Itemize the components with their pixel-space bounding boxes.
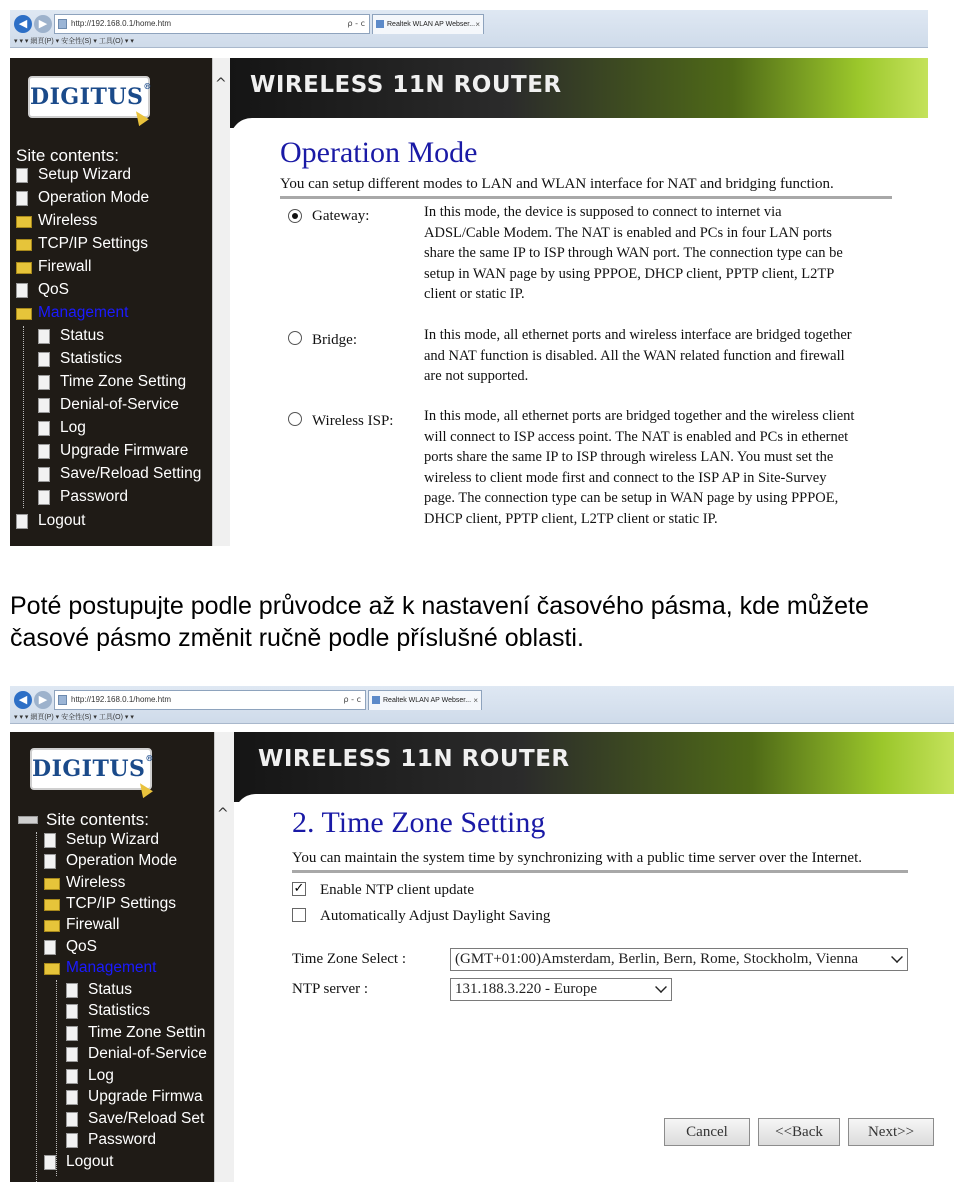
page-icon <box>58 695 67 705</box>
tree-line <box>36 832 37 1182</box>
page-icon <box>38 375 50 390</box>
sidebar-scrollbar[interactable] <box>212 58 230 546</box>
page-icon <box>38 467 50 482</box>
page-icon <box>38 444 50 459</box>
folder-icon <box>16 216 32 228</box>
page-icon <box>38 398 50 413</box>
router-page <box>10 732 954 1182</box>
page-icon <box>66 1069 78 1084</box>
scroll-up-icon[interactable]: ^ <box>217 806 229 822</box>
tab-favicon-icon <box>376 20 384 28</box>
page-icon <box>44 1155 56 1170</box>
gateway-description: In this mode, the device is supposed to connect to internet via ADSL/Cable Modem. The NAT is enabled and PCs in four LAN ports share the same IP to ISP through WAN port. The connection type can be setup in WAN page by using PPPOE, DHCP client, PPTP client, L2TP client or static IP. <box>424 204 843 302</box>
bridge-description: In this mode, all ethernet ports and wireless interface are bridged together and NAT function is disabled. All the WAN related function and firewall are not supported. <box>424 327 852 384</box>
forward-arrow-icon[interactable]: ▶ <box>34 15 52 33</box>
menu-time-zone-setting[interactable]: Time Zone Setting <box>38 373 186 391</box>
menu-firewall[interactable]: Firewall <box>16 258 91 276</box>
menu-status[interactable]: Status <box>66 981 132 999</box>
browser-tab[interactable]: Realtek WLAN AP Webser... × <box>368 690 482 710</box>
page-icon <box>38 421 50 436</box>
menu-logout[interactable]: Logout <box>44 1153 113 1171</box>
gateway-radio[interactable] <box>288 209 302 223</box>
page-icon <box>66 1004 78 1019</box>
page-description: You can maintain the system time by synchronizing with a public time server over the Internet. <box>292 850 863 866</box>
menu-save-reload-setting[interactable]: Save/Reload Set <box>66 1110 204 1128</box>
open-folder-icon <box>44 963 60 975</box>
menu-qos[interactable]: QoS <box>44 938 97 956</box>
daylight-saving-label: Automatically Adjust Daylight Saving <box>320 908 551 924</box>
browser-toolbar <box>10 686 954 724</box>
menu-denial-of-service[interactable]: Denial-of-Service <box>66 1045 207 1063</box>
page-icon <box>66 1090 78 1105</box>
menu-wireless[interactable]: Wireless <box>16 212 97 230</box>
banner-title: WIRELESS 11N ROUTER <box>250 72 562 98</box>
page-icon <box>16 191 28 206</box>
menu-password[interactable]: Password <box>66 1131 156 1149</box>
command-bar[interactable]: ▾ ▾ ▾ 網頁(P) ▾ 安全性(S) ▾ 工具(O) ▾ ▾ <box>14 714 134 721</box>
instruction-caption: Poté postupujte podle průvodce až k nastavení časového pásma, kde můžete časové pásmo změnit ručně podle příslušné oblasti. <box>10 592 869 652</box>
wireless-isp-description: In this mode, all ethernet ports are bridged together and the wireless client will connect to ISP access point. The NAT is enabled and PCs in ethernet ports share the same IP to ISP through wireless LAN. You must set the wireless to client mode first and connect to the ISP AP in Site-Survey page. The connection type can be setup in WAN page by using PPPOE, DHCP client, PPTP client, L2TP client or static IP. <box>424 408 855 527</box>
page-icon <box>58 19 67 29</box>
menu-denial-of-service[interactable]: Denial-of-Service <box>38 396 179 414</box>
wireless-isp-radio[interactable] <box>288 412 302 426</box>
bridge-label: Bridge: <box>312 332 357 348</box>
page-icon <box>66 1112 78 1127</box>
folder-icon <box>44 899 60 911</box>
digitus-logo: DIGITUS® <box>30 748 152 790</box>
page-title: 2. Time Zone Setting <box>292 806 546 839</box>
folder-icon <box>44 878 60 890</box>
tab-favicon-icon <box>372 696 380 704</box>
banner-title: WIRELESS 11N ROUTER <box>258 746 570 772</box>
gateway-label: Gateway: <box>312 208 370 224</box>
menu-management[interactable]: Management <box>16 304 128 322</box>
page-icon <box>16 283 28 298</box>
tab-close-icon[interactable]: × <box>473 696 478 705</box>
menu-tcpip-settings[interactable]: TCP/IP Settings <box>16 235 148 253</box>
enable-ntp-checkbox[interactable]: ✓ <box>293 881 305 896</box>
page-icon <box>38 329 50 344</box>
digitus-logo: DIGITUS® <box>28 76 150 118</box>
sidebar <box>10 732 214 1182</box>
address-tools[interactable]: ρ - c <box>343 695 361 704</box>
ntp-server-select[interactable]: 131.188.3.220 - Europe <box>450 978 672 1001</box>
time-zone-select[interactable]: (GMT+01:00)Amsterdam, Berlin, Bern, Rome, Stockholm, Vienna <box>450 948 908 971</box>
page-icon <box>66 983 78 998</box>
header-banner <box>234 732 954 802</box>
folder-icon <box>16 239 32 251</box>
time-zone-screenshot <box>10 686 954 1182</box>
next-button[interactable]: Next>> <box>848 1118 934 1146</box>
page-icon <box>16 514 28 529</box>
chevron-down-icon <box>891 951 903 963</box>
main-content <box>234 794 954 1182</box>
time-zone-select-label: Time Zone Select : <box>292 951 407 967</box>
page-icon <box>38 490 50 505</box>
address-tools[interactable]: ρ - c <box>347 19 365 28</box>
tree-line <box>23 326 24 508</box>
menu-operation-mode[interactable]: Operation Mode <box>16 189 149 207</box>
page-icon <box>44 940 56 955</box>
site-contents-title: Site contents: <box>18 810 149 830</box>
open-folder-icon <box>16 308 32 320</box>
main-content <box>230 118 928 546</box>
sidebar <box>10 58 212 546</box>
menu-setup-wizard[interactable]: Setup Wizard <box>44 831 159 849</box>
page-icon <box>66 1047 78 1062</box>
menu-save-reload-setting[interactable]: Save/Reload Setting <box>38 465 201 483</box>
chevron-down-icon <box>655 981 667 993</box>
sidebar-scrollbar[interactable] <box>214 732 234 1182</box>
forward-arrow-icon[interactable]: ▶ <box>34 691 52 709</box>
menu-log[interactable]: Log <box>66 1067 114 1085</box>
page-description: You can setup different modes to LAN and WLAN interface for NAT and bridging function. <box>280 176 834 192</box>
menu-logout[interactable]: Logout <box>16 512 85 530</box>
site-contents-title: Site contents: <box>16 146 120 165</box>
folder-icon <box>44 920 60 932</box>
menu-password[interactable]: Password <box>38 488 128 506</box>
daylight-saving-checkbox[interactable] <box>292 908 306 922</box>
computer-icon <box>18 816 38 824</box>
menu-wireless[interactable]: Wireless <box>44 874 125 892</box>
page-icon <box>66 1133 78 1148</box>
menu-time-zone-setting[interactable]: Time Zone Settin <box>66 1024 205 1042</box>
menu-tcpip-settings[interactable]: TCP/IP Settings <box>44 895 176 913</box>
operation-mode-screenshot <box>10 10 928 546</box>
menu-management[interactable]: Management <box>44 959 156 977</box>
page-icon <box>44 854 56 869</box>
menu-statistics[interactable]: Statistics <box>66 1002 150 1020</box>
command-bar[interactable]: ▾ ▾ ▾ 網頁(P) ▾ 安全性(S) ▾ 工具(O) ▾ ▾ <box>14 38 134 45</box>
menu-operation-mode[interactable]: Operation Mode <box>44 852 177 870</box>
menu-statistics[interactable]: Statistics <box>38 350 122 368</box>
back-arrow-icon[interactable]: ◀ <box>14 691 32 709</box>
browser-tab[interactable]: Realtek WLAN AP Webser... × <box>372 14 484 34</box>
menu-status[interactable]: Status <box>38 327 104 345</box>
menu-firewall[interactable]: Firewall <box>44 916 119 934</box>
page-icon <box>16 168 28 183</box>
page-icon <box>66 1026 78 1041</box>
cancel-button[interactable]: Cancel <box>664 1118 750 1146</box>
tree-line <box>56 980 57 1176</box>
enable-ntp-label: Enable NTP client update <box>320 882 474 898</box>
ntp-server-label: NTP server : <box>292 981 369 997</box>
divider <box>292 870 908 873</box>
bridge-radio[interactable] <box>288 331 302 345</box>
back-arrow-icon[interactable]: ◀ <box>14 15 32 33</box>
wireless-isp-label: Wireless ISP: <box>312 413 394 429</box>
address-bar[interactable]: http://192.168.0.1/home.htm ρ - c <box>54 690 366 710</box>
page-icon <box>38 352 50 367</box>
page-title: Operation Mode <box>280 136 478 169</box>
folder-icon <box>16 262 32 274</box>
router-page <box>10 58 928 546</box>
page-icon <box>44 833 56 848</box>
menu-qos[interactable]: QoS <box>16 281 69 299</box>
back-button[interactable]: <<Back <box>758 1118 840 1146</box>
menu-log[interactable]: Log <box>38 419 86 437</box>
divider <box>280 196 892 199</box>
tab-close-icon[interactable]: × <box>475 20 480 29</box>
address-bar[interactable]: http://192.168.0.1/home.htm ρ - c <box>54 14 370 34</box>
browser-toolbar <box>10 10 928 48</box>
menu-upgrade-firmware[interactable]: Upgrade Firmwa <box>66 1088 203 1106</box>
menu-upgrade-firmware[interactable]: Upgrade Firmware <box>38 442 188 460</box>
scroll-up-icon[interactable]: ^ <box>215 76 227 92</box>
menu-setup-wizard[interactable]: Setup Wizard <box>16 166 131 184</box>
